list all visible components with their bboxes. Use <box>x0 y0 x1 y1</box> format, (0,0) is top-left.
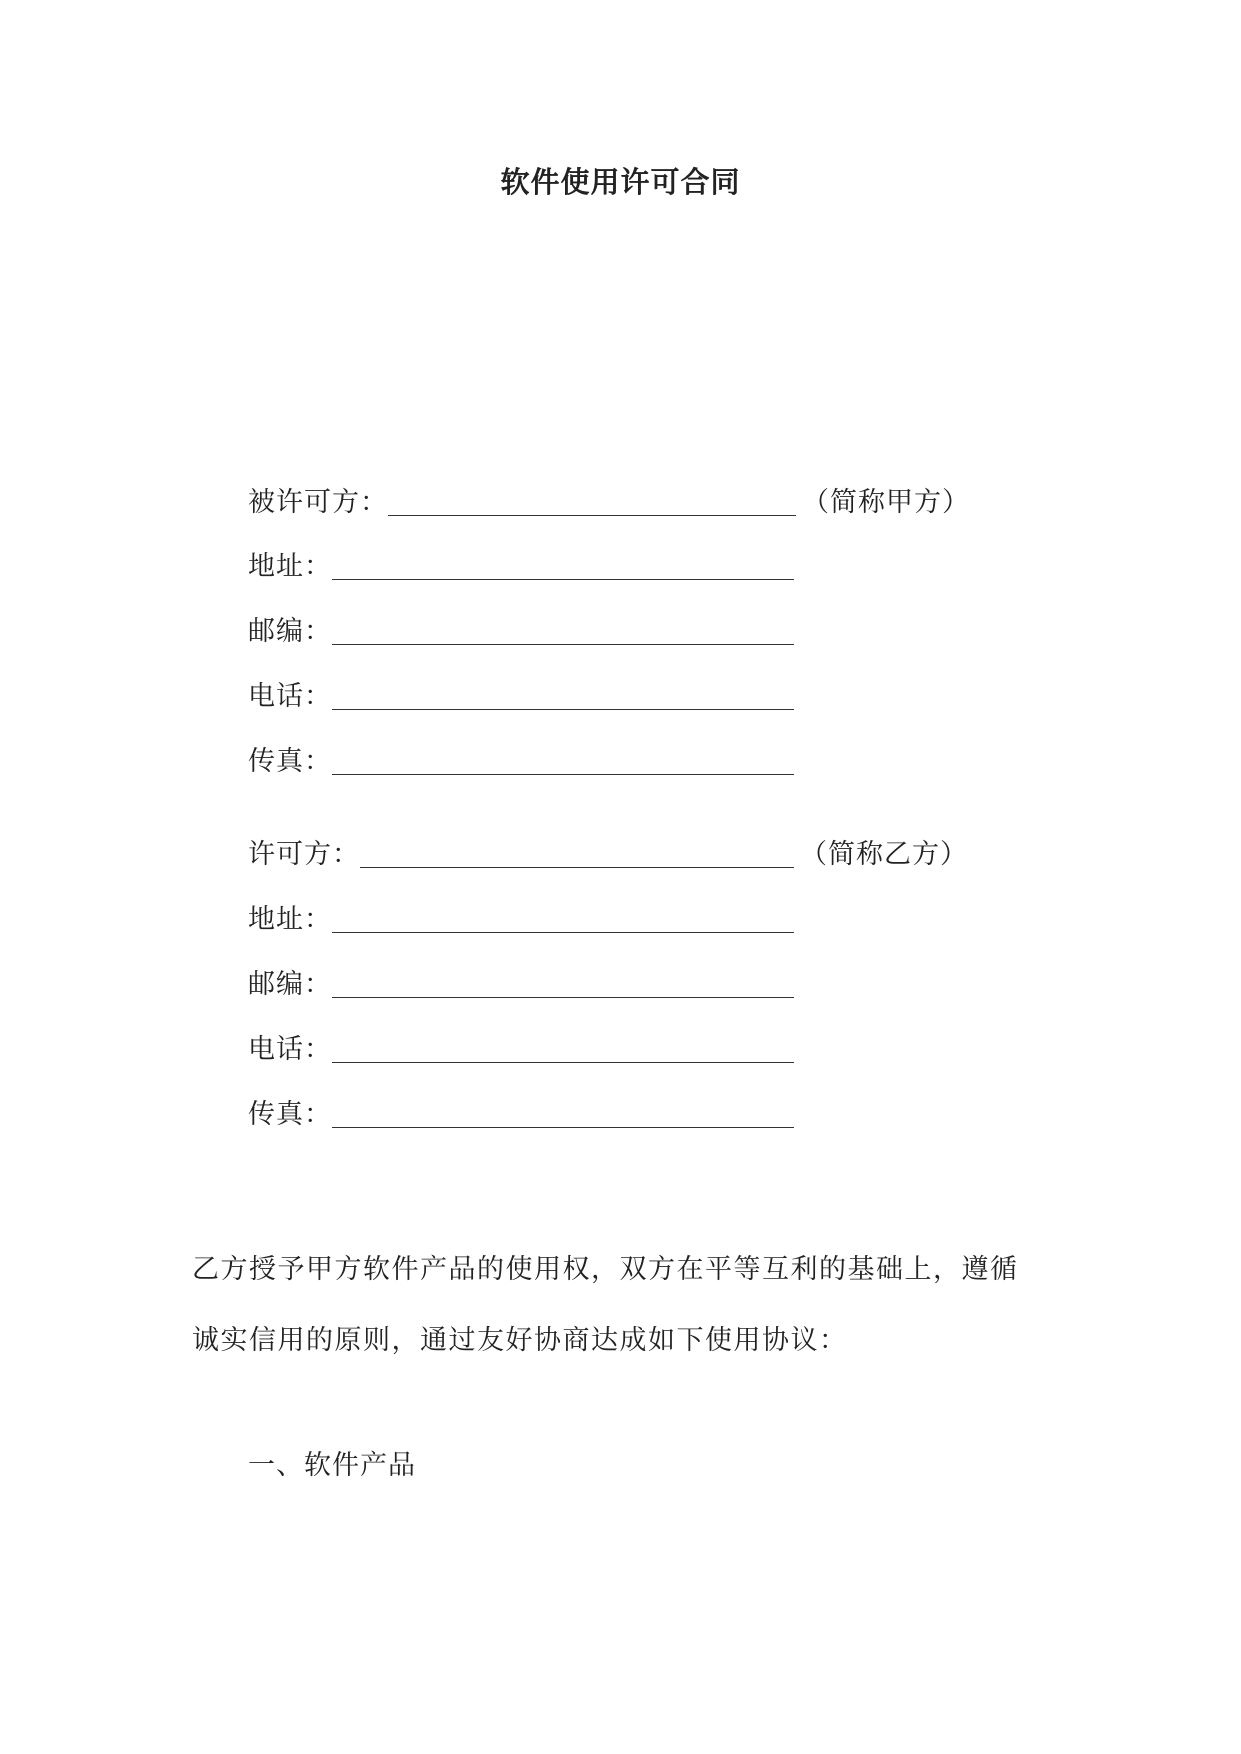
party-a-postcode-row <box>248 611 794 651</box>
party-a-address-label: 地址： <box>248 550 332 582</box>
party-b-name-suffix: （简称乙方） <box>800 838 968 870</box>
intro-line-2: 诚实信用的原则，通过友好协商达成如下使用协议： <box>192 1325 848 1356</box>
party-b-address-row <box>248 899 794 939</box>
party-b-postcode-label: 邮编： <box>248 968 332 1000</box>
party-a-phone-row <box>248 676 794 716</box>
party-a-fax-blank <box>332 752 794 775</box>
party-a-name-suffix: （简称甲方） <box>802 486 970 518</box>
party-a-phone-blank <box>332 687 794 710</box>
party-b-address-blank <box>332 910 794 933</box>
party-b-phone-row <box>248 1029 794 1069</box>
party-b-postcode-row <box>248 964 794 1004</box>
party-b-phone-label: 电话： <box>248 1033 332 1065</box>
page-title: 软件使用许可合同 <box>500 165 741 199</box>
party-a-fax-label: 传真： <box>248 745 332 777</box>
party-a-name-label: 被许可方： <box>248 486 388 518</box>
party-b-fax-blank <box>332 1105 794 1128</box>
party-b-address-label: 地址： <box>248 903 332 935</box>
party-a-address-blank <box>332 557 794 580</box>
party-b-name-label: 许可方： <box>248 838 360 870</box>
party-a-postcode-label: 邮编： <box>248 615 332 647</box>
party-b-name-row <box>248 834 968 874</box>
party-a-address-row <box>248 546 794 586</box>
party-a-postcode-blank <box>332 622 794 645</box>
party-a-phone-label: 电话： <box>248 680 332 712</box>
party-b-fax-row <box>248 1094 794 1134</box>
party-b-fax-label: 传真： <box>248 1098 332 1130</box>
party-b-name-blank <box>360 845 794 868</box>
party-a-name-row <box>248 482 970 522</box>
section-heading-1: 一、软件产品 <box>248 1450 416 1481</box>
party-b-phone-blank <box>332 1040 794 1063</box>
party-a-name-blank <box>388 493 796 516</box>
intro-line-1: 乙方授予甲方软件产品的使用权，双方在平等互利的基础上，遵循 <box>192 1254 1019 1285</box>
party-a-fax-row <box>248 741 794 781</box>
party-b-postcode-blank <box>332 975 794 998</box>
